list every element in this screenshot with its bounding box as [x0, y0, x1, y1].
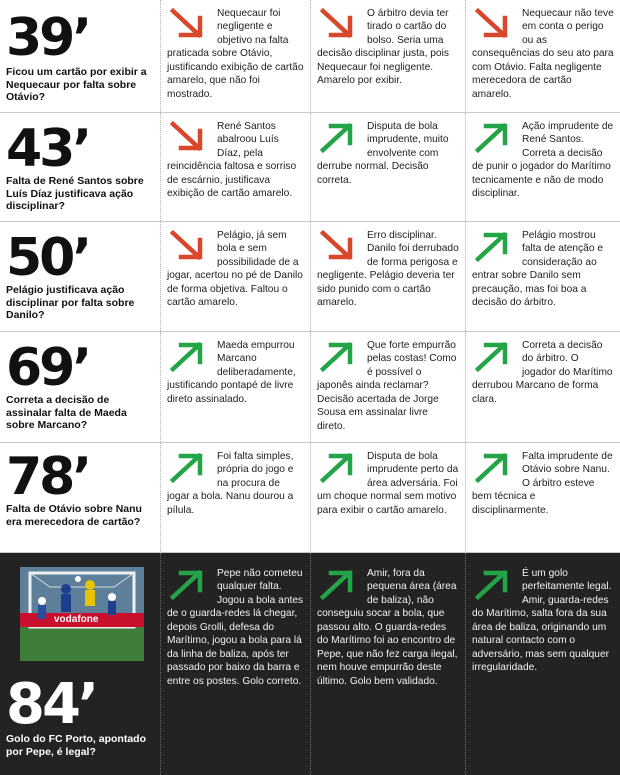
incident-row-69	[0, 332, 620, 443]
incident-minute: 69’	[6, 338, 90, 398]
arrow-up-right-icon	[317, 450, 363, 486]
arrow-down-right-icon	[472, 7, 518, 43]
arrow-down-right-icon	[317, 229, 363, 265]
opinion-text: Nequecaur não teve em conta o perigo ou as consequências do seu ato para com Otávio. Falta negligente merecedora de cartão amarelo.	[472, 8, 614, 100]
pundit-opinion-1	[160, 0, 310, 112]
incident-summary	[0, 113, 158, 221]
pundit-opinion-2	[310, 332, 465, 442]
opinion-text: O árbitro devia ter tirado o cartão do bolso. Seria uma decisão disciplinar justa, pois Nequecaur foi negligente. Amarelo por exibir.	[317, 8, 449, 87]
pundit-opinion-2	[310, 222, 465, 331]
incident-minute: 78’	[6, 447, 90, 507]
pundit-opinion-3	[465, 332, 620, 442]
incident-summary	[0, 553, 158, 775]
arrow-up-right-icon	[472, 120, 518, 156]
arrow-up-right-icon	[167, 450, 213, 486]
arrow-up-right-icon	[317, 339, 363, 375]
incident-row-43	[0, 113, 620, 222]
incident-question: Ficou um cartão por exibir a Nequecaur por falta sobre Otávio?	[6, 66, 147, 104]
incident-minute: 39’	[6, 8, 90, 68]
pundit-opinion-2	[310, 443, 465, 552]
incident-summary	[0, 0, 158, 112]
opinion-text: René Santos abalroou Luís Díaz, pela reincidência faltosa e sorriso de escárnio, justificava exibição de cartão amarelo.	[167, 121, 297, 200]
arrow-up-right-icon	[317, 567, 363, 603]
pundit-opinion-3	[465, 222, 620, 331]
opinion-text: Pepe não cometeu qualquer falta. Jogou a bola antes de o guarda-redes lá chegar, depois Grolli, defesa do Marítimo, jogou a bola para lá da linha de baliza, após ter passado por baixo da barra e entre os postes. Golo correto.	[167, 568, 304, 687]
opinion-text: Correta a decisão do árbitro. O jogador do Marítimo derrubou Marcano de forma clara.	[472, 340, 613, 405]
opinion-text: Foi falta simples, própria do jogo e na procura de jogar a bola. Nanu dourou a pílula.	[167, 451, 294, 516]
pundit-opinion-1	[160, 553, 310, 775]
pundit-opinion-2	[310, 113, 465, 221]
opinion-text: Erro disciplinar. Danilo foi derrubado de forma perigosa e negligente. Pelágio deveria ter sido punido com o cartão amarelo.	[317, 230, 459, 309]
goal-photo	[20, 567, 144, 661]
opinion-text: Falta imprudente de Otávio sobre Nanu. O árbitro esteve bem técnica e disciplinarmente.	[472, 451, 613, 516]
arrow-up-right-icon	[472, 229, 518, 265]
pundit-opinion-3	[465, 0, 620, 112]
pundit-opinion-2	[310, 0, 465, 112]
opinion-text: É um golo perfeitamente legal. Amir, guarda-redes do Marítimo, salta fora da sua área de baliza, originando um natural contacto com o adversário, mas sem qualquer irregularidade.	[472, 568, 612, 674]
pundit-opinion-1	[160, 332, 310, 442]
incident-question: Falta de René Santos sobre Luís Díaz justificava ação disciplinar?	[6, 175, 144, 213]
arrow-down-right-icon	[167, 120, 213, 156]
opinion-text: Nequecaur foi negligente e objetivo na falta praticada sobre Otávio, justificando exibição de cartão amarelo, que não foi mostrado.	[167, 8, 304, 100]
arrow-up-right-icon	[472, 567, 518, 603]
pundit-opinion-2	[310, 553, 465, 775]
incident-minute: 84’	[6, 672, 97, 737]
incident-row-39	[0, 0, 620, 113]
arrow-up-right-icon	[167, 567, 213, 603]
pundit-opinion-3	[465, 553, 620, 775]
incident-minute: 50’	[6, 228, 90, 288]
arrow-up-right-icon	[167, 339, 213, 375]
pundit-opinion-1	[160, 222, 310, 331]
pundit-opinion-1	[160, 443, 310, 552]
incident-question: Pelágio justificava ação disciplinar por falta sobre Danilo?	[6, 284, 135, 322]
opinion-text: Disputa de bola imprudente perto da área adversária. Foi um choque normal sem motivo para exibir o cartão amarelo.	[317, 451, 459, 516]
incident-question: Falta de Otávio sobre Nanu era merecedora de cartão?	[6, 503, 142, 528]
opinion-text: Maeda empurrou Marcano deliberadamente, justificando pontapé de livre direto assinalado.	[167, 340, 296, 405]
arrow-up-right-icon	[317, 120, 363, 156]
pundit-opinion-3	[465, 443, 620, 552]
arrow-up-right-icon	[472, 339, 518, 375]
opinion-text: Amir, fora da pequena área (área de baliza), não conseguiu socar a bola, que passou alto. O guarda-redes do Marítimo foi ao encontro de Pepe, que não fez carga ilegal, nem houve empurrão deste último. Golo bem validado.	[317, 568, 458, 687]
opinion-text: Disputa de bola imprudente, muito envolvente com derrube normal. Decisão correta.	[317, 121, 449, 186]
opinion-text: Pelágio, já sem bola e sem possibilidade de a jogar, acertou no pé de Danilo de forma objetiva. Faltou o cartão amarelo.	[167, 230, 303, 309]
ad-board-text: vodafone	[54, 614, 99, 625]
incident-summary	[0, 332, 158, 442]
incident-row-78	[0, 443, 620, 553]
arrow-down-right-icon	[317, 7, 363, 43]
opinion-text: Ação imprudente de René Santos. Correta a decisão de punir o jogador do Marítimo tecnicamente e não de modo disciplinar.	[472, 121, 614, 200]
incident-question: Correta a decisão de assinalar falta de Maeda sobre Marcano?	[6, 394, 127, 432]
arrow-down-right-icon	[167, 7, 213, 43]
incident-minute: 43’	[6, 119, 90, 179]
incident-summary	[0, 222, 158, 331]
incident-question: Golo do FC Porto, apontado por Pepe, é legal?	[6, 733, 146, 758]
opinion-text: Que forte empurrão pelas costas! Como é possível o japonês ainda reclamar? Decisão acertada de Jorge Sousa em assinalar livre direto.	[317, 340, 457, 432]
opinion-text: Pelágio mostrou falta de atenção e consideração ao entrar sobre Danilo sem precaução, mas foi boa a decisão do árbitro.	[472, 230, 603, 309]
incident-row-84	[0, 553, 620, 775]
incident-summary	[0, 443, 158, 552]
arrow-down-right-icon	[167, 229, 213, 265]
pundit-opinion-1	[160, 113, 310, 221]
pundit-opinion-3	[465, 113, 620, 221]
incident-row-50	[0, 222, 620, 332]
arrow-up-right-icon	[472, 450, 518, 486]
